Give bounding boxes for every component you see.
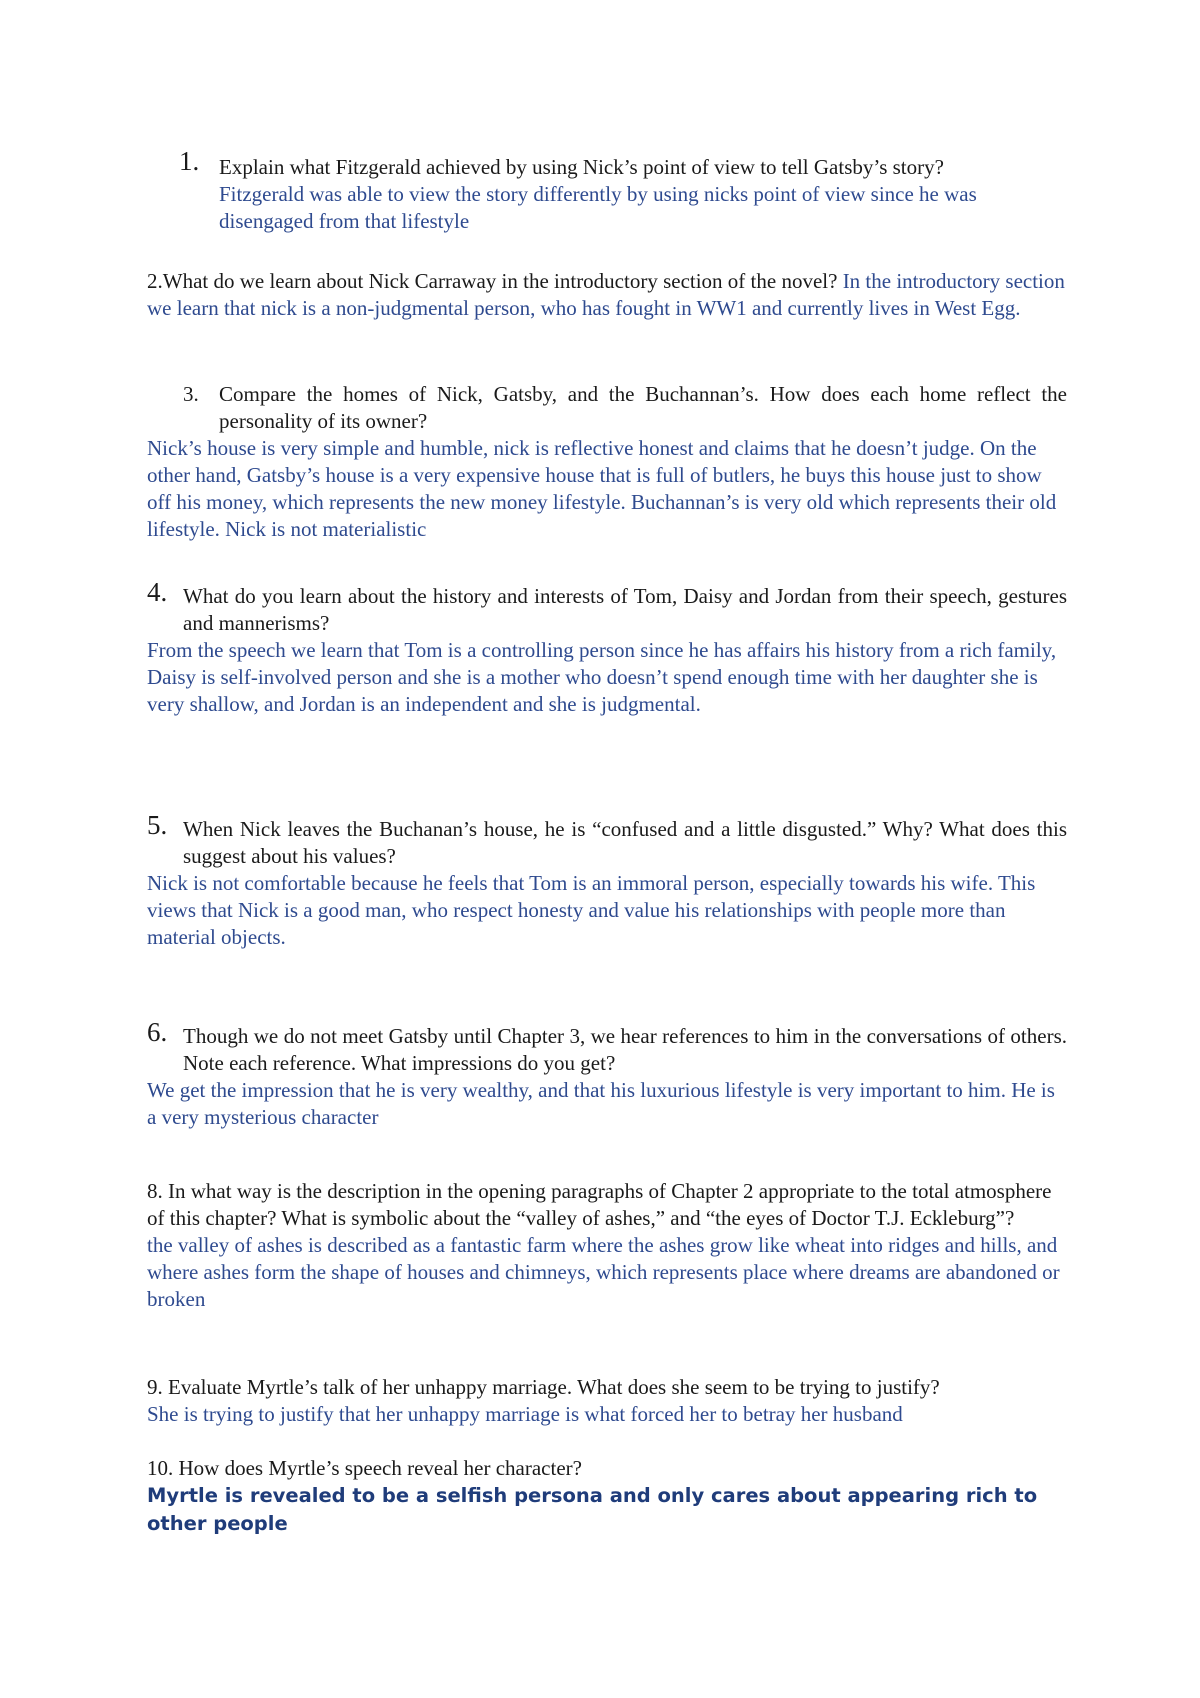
answer-text: In the introductory section we learn that nick is a non-judgmental person, who has fought in WW1 and currently lives in West Egg. (147, 269, 1065, 320)
question-1 (147, 146, 1067, 235)
question-text: What do we learn about Nick Carraway in the introductory section of the novel? (162, 269, 838, 293)
question-text: How does Myrtle’s speech reveal her character? (178, 1456, 582, 1480)
answer-text: Nick is not comfortable because he feels that Tom is an immoral person, especially towards his wife. This views that Nick is a good man, who respect honesty and value his relationships with people more than material objects. (147, 871, 1036, 949)
question-text: Though we do not meet Gatsby until Chapter 3, we hear references to him in the conversations of others. Note each reference. What impressions do you get? (183, 1024, 1067, 1075)
question-number: 1. (179, 146, 200, 176)
answer-text: the valley of ashes is described as a fantastic farm where the ashes grow like wheat into ridges and hills, and where ashes form the shape of houses and chimneys, which represents place where dreams are abandoned or broken (147, 1233, 1060, 1311)
question-5 (147, 810, 1067, 951)
question-2 (147, 268, 1067, 322)
answer-text: Myrtle is revealed to be a selfish persona and only cares about appearing rich to other people (147, 1484, 1038, 1535)
question-4 (147, 577, 1067, 718)
question-text: Explain what Fitzgerald achieved by using Nick’s point of view to tell Gatsby’s story? (219, 155, 944, 179)
question-number: 10. (147, 1456, 174, 1480)
question-text: Compare the homes of Nick, Gatsby, and the Buchannan’s. How does each home reflect the personality of its owner? (219, 382, 1067, 433)
answer-text: Fitzgerald was able to view the story differently by using nicks point of view since he was disengaged from that lifestyle (219, 182, 977, 233)
question-number: 8. (147, 1179, 163, 1203)
question-text: Evaluate Myrtle’s talk of her unhappy marriage. What does she seem to be trying to justify? (168, 1375, 940, 1399)
question-10 (147, 1455, 1067, 1538)
answer-text: Nick’s house is very simple and humble, nick is reflective honest and claims that he doesn’t judge. On the other hand, Gatsby’s house is a very expensive house that is full of butlers, he buys this house just to show off his money, which represents the new money lifestyle. Buchannan’s is very old which represents their old lifestyle. Nick is not materialistic (147, 436, 1057, 541)
answer-text: From the speech we learn that Tom is a controlling person since he has affairs his history from a rich family, Daisy is self-involved person and she is a mother who doesn’t spend enough time with her daughter she is very shallow, and Jordan is an independent and she is judgmental. (147, 638, 1057, 716)
question-number: 3. (183, 382, 199, 406)
question-number: 9. (147, 1375, 163, 1399)
question-number: 5. (147, 810, 168, 840)
question-6 (147, 1017, 1067, 1131)
question-number: 6. (147, 1017, 168, 1047)
question-text: In what way is the description in the opening paragraphs of Chapter 2 appropriate to the total atmosphere of this chapter? What is symbolic about the “valley of ashes,” and “the eyes of Doctor T.J. Eckleburg”? (147, 1179, 1052, 1230)
answer-text: She is trying to justify that her unhappy marriage is what forced her to betray her husband (147, 1402, 903, 1426)
question-8 (147, 1178, 1067, 1313)
question-9 (147, 1374, 1067, 1428)
answer-text: We get the impression that he is very wealthy, and that his luxurious lifestyle is very important to him. He is a very mysterious character (147, 1078, 1055, 1129)
question-number: 4. (147, 577, 168, 607)
question-number: 2. (147, 269, 163, 293)
question-3 (147, 381, 1067, 543)
question-text: When Nick leaves the Buchanan’s house, he is “confused and a little disgusted.” Why? What does this suggest about his values? (183, 817, 1067, 868)
question-text: What do you learn about the history and interests of Tom, Daisy and Jordan from their speech, gestures and mannerisms? (183, 584, 1067, 635)
